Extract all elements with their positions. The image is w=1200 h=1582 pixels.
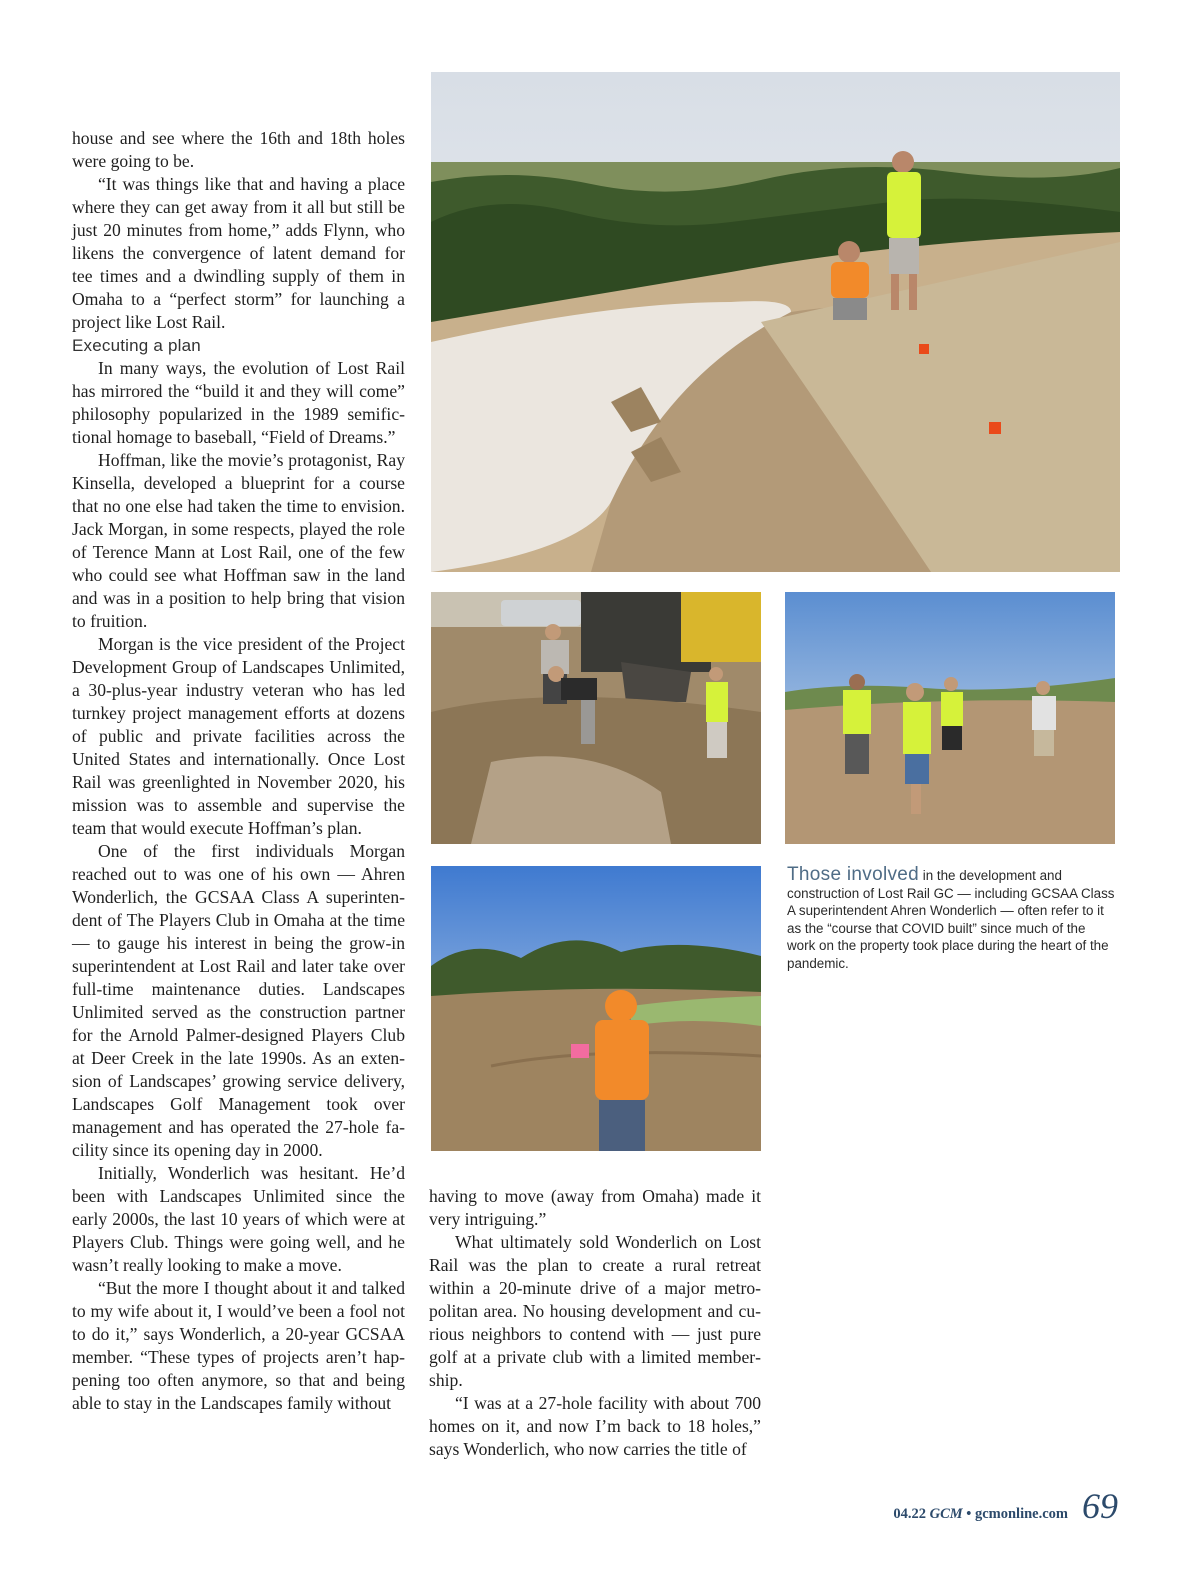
photo-caption xyxy=(787,866,1117,972)
caption-text: in the development and construction of Lost Rail GC — including GCSAA Class A superintendent Ahren Wonderlich — often refer to it as the “course that COVID built” since much of the work on the property took place during the heart of the pandemic. xyxy=(787,868,1115,971)
paragraph: “I was at a 27-hole facility with about 700 homes on it, and now I’m back to 18 holes,” says Wonderlich, who now carries the title of xyxy=(429,1393,761,1459)
photo-bunker-construction-art xyxy=(431,72,1120,572)
paragraph: Initially, Wonderlich was hesitant. He’d been with Landscapes Unlimited since the early 2000s, the last 10 years of which were at Players Club. Things were going well, and he wasn’t really looking to make a move. xyxy=(72,1163,405,1275)
paragraph: In many ways, the evolution of Lost Rail has mirrored the “build it and they will come” philosophy popularized in the 1989 semifictional homage to baseball, “Field of Dreams.” xyxy=(72,358,405,447)
left-text-column xyxy=(72,127,405,1415)
paragraph: “It was things like that and having a place where they can get away from it all but still be just 20 minutes from home,” adds Flynn, who likens the convergence of latent demand for tee times and a dwindling supply of them in Omaha to a “perfect storm” for launching a project like Lost Rail. xyxy=(72,174,405,332)
paragraph: Morgan is the vice president of the Project Development Group of Landscapes Unlimited, a 30-plus-year industry veteran who has led turnkey project management efforts at dozens of public and private facilities across the United States and internationally. Once Lost Rail was greenlighted in November 2020, his mission was to assemble and supervise the team that would execute Hoffman’s plan. xyxy=(72,634,405,838)
footer-meta xyxy=(893,1506,1068,1523)
issue-date: 04.22 xyxy=(893,1506,926,1522)
paragraph: house and see where the 16th and 18th holes were going to be. xyxy=(72,128,405,171)
paragraph: What ultimately sold Wonderlich on Lost Rail was the plan to create a rural retreat within a 20-minute drive of a major metropolitan area. No housing development and curious neighbors to contend with — just pure golf at a private club with a limited membership. xyxy=(429,1232,761,1390)
photo-excavator-crew-art xyxy=(431,592,761,844)
photo-team-on-site xyxy=(785,592,1115,844)
separator: • xyxy=(966,1506,972,1522)
photo-bunker-construction xyxy=(431,72,1120,572)
middle-text-column xyxy=(429,1185,761,1461)
magazine-name: GCM xyxy=(929,1506,963,1522)
photo-team-on-site-art xyxy=(785,592,1115,844)
paragraph: having to move (away from Omaha) made it very intriguing.” xyxy=(429,1186,761,1229)
photo-surveying-course xyxy=(431,866,761,1151)
paragraph: “But the more I thought about it and talked to my wife about it, I would’ve been a fool not to do it,” says Wonderlich, a 20-year GCSAA member. “These types of projects aren’t happening too often anymore, so that and being able to stay in the Landscapes family without xyxy=(72,1278,405,1413)
page-number: 69 xyxy=(1082,1486,1118,1526)
paragraph: One of the first individuals Morgan reached out to was one of his own — Ahren Wonderlich, the GCSAA Class A superintendent of The Players Club in Omaha at the time — to gauge his interest in being the grow-in superintendent at Lost Rail and later take over full-time maintenance duties. Landscapes Unlimited served as the construction partner for the Arnold Palmer-designed Players Club at Deer Creek in the late 1990s. As an extension of Landscapes’ growing service delivery, Landscapes Golf Management took over management and has operated the 27-hole facility since its opening day in 2000. xyxy=(72,841,405,1160)
website: gcmonline.com xyxy=(974,1506,1068,1522)
photo-excavator-crew xyxy=(431,592,761,844)
paragraph: Hoffman, like the movie’s protagonist, Ray Kinsella, developed a blueprint for a course that no one else had taken the time to envision. Jack Morgan, in some respects, played the role of Terence Mann at Lost Rail, one of the few who could see what Hoffman saw in the land and was in a position to help bring that vision to fruition. xyxy=(72,450,405,631)
caption-lead: Those involved xyxy=(787,864,919,885)
page-footer xyxy=(893,1488,1118,1524)
section-subhead: Executing a plan xyxy=(72,336,201,355)
photo-surveying-course-art xyxy=(431,866,761,1151)
